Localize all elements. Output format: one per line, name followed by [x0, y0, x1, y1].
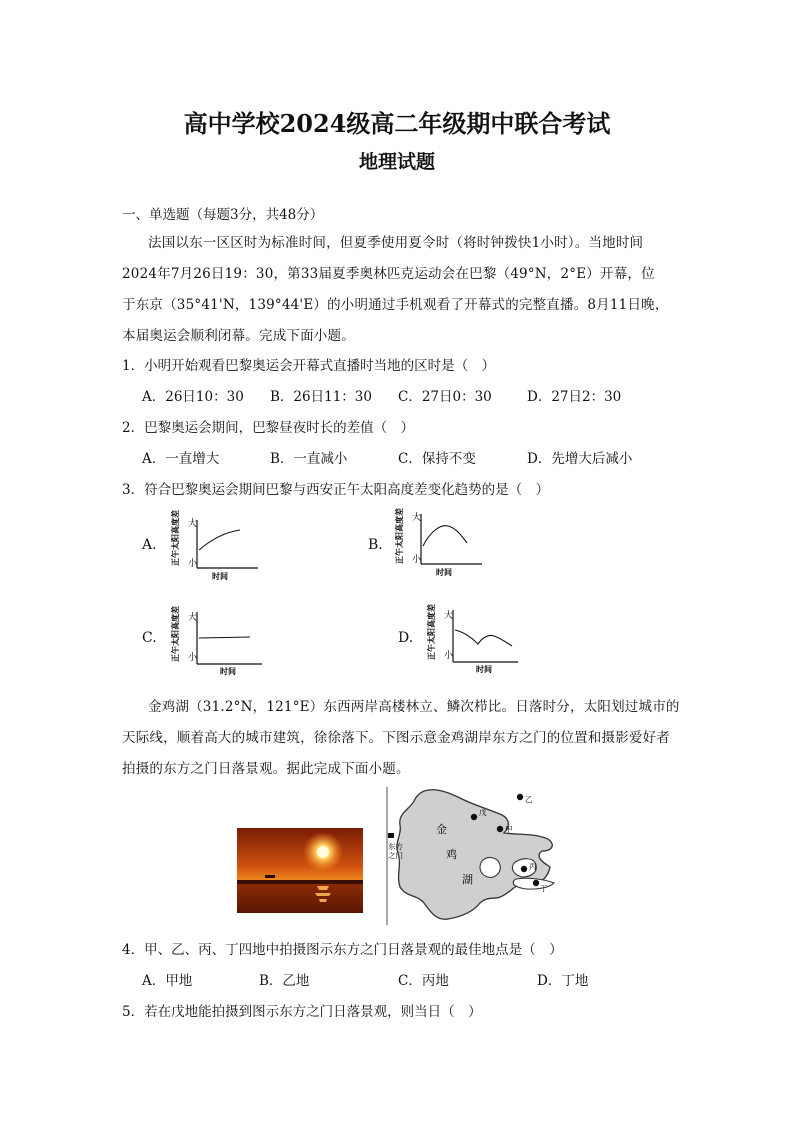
y-axis-label: 正午太阳高度差 — [427, 604, 436, 660]
q4-option-b[interactable]: B．乙地 — [259, 973, 310, 989]
passage2-line: 拍摄的东方之门日落景观。据此完成下面小题。 — [122, 761, 410, 777]
gate-marker — [388, 833, 394, 838]
q1-option-a[interactable]: A．26日10：30 — [142, 389, 244, 405]
gate-label: 之门 — [388, 851, 403, 860]
passage1-line: 2024年7月26日19：30，第33届夏季奥林匹克运动会在巴黎（49°N，2°E）开幕，位 — [122, 266, 655, 282]
q1-option-c[interactable]: C．27日0：30 — [398, 389, 492, 405]
q1-option-b[interactable]: B．26日11：30 — [270, 389, 372, 405]
lake-name: 金 — [436, 823, 447, 836]
q4-option-c[interactable]: C．丙地 — [398, 973, 449, 989]
sunset-photo — [237, 828, 363, 913]
question-2-stem: 2．巴黎奥运会期间，巴黎昼夜时长的差值（ ） — [122, 420, 415, 436]
point-jia — [497, 826, 503, 832]
q2-option-a[interactable]: A．一直增大 — [142, 451, 220, 467]
y-axis-label: 正午太阳高度差 — [171, 510, 180, 566]
q3-option-d-label[interactable]: D. — [398, 630, 414, 646]
big-label: 大 — [188, 519, 198, 529]
trend-curve — [423, 526, 467, 546]
small-label: 小 — [444, 651, 454, 661]
sun — [317, 846, 329, 858]
big-label: 大 — [188, 613, 198, 623]
point-bing-label: 丙 — [529, 862, 537, 871]
question-3-stem: 3．符合巴黎奥运会期间巴黎与西安正午太阳高度差变化趋势的是（ ） — [122, 482, 550, 498]
y-axis-label: 正午太阳高度差 — [171, 606, 180, 662]
question-4-stem: 4．甲、乙、丙、丁四地中拍摄图示东方之门日落景观的最佳地点是（ ） — [122, 942, 563, 958]
point-ding-label: 丁 — [540, 884, 548, 893]
point-wu-label: 戊 — [479, 808, 487, 817]
small-label: 小 — [188, 559, 198, 569]
x-axis-label: 时间 — [220, 667, 236, 676]
lake-name: 湖 — [462, 873, 473, 886]
island-1 — [480, 858, 500, 878]
lake-shape — [397, 790, 552, 920]
y-axis-label: 正午太阳高度差 — [395, 508, 404, 564]
passage2-line: 天际线，顺着高大的城市建筑，徐徐落下。下图示意金鸡湖岸东方之门的位置和摄影爱好者 — [122, 730, 670, 746]
trend-curve — [199, 530, 240, 550]
q1-option-d[interactable]: D．27日2：30 — [527, 389, 622, 405]
gate-label: 东方 — [388, 842, 403, 851]
shoreline — [237, 880, 363, 884]
small-label: 小 — [412, 555, 422, 565]
small-label: 小 — [188, 653, 198, 663]
point-ding — [533, 880, 539, 886]
point-jia-label: 甲 — [505, 825, 513, 834]
big-label: 大 — [412, 513, 422, 523]
q3-option-c-label[interactable]: C. — [142, 630, 157, 646]
trend-curve — [455, 630, 512, 646]
q2-option-d[interactable]: D．先增大后减小 — [527, 451, 633, 467]
passage1-line: 本届奥运会顺利闭幕。完成下面小题。 — [122, 328, 355, 344]
point-wu — [471, 814, 477, 820]
q2-option-b[interactable]: B．一直减小 — [270, 451, 348, 467]
passage2-line: 金鸡湖（31.2°N，121°E）东西两岸高楼林立、鳞次栉比。日落时分，太阳划过城市的 — [148, 699, 680, 715]
question-1-stem: 1．小明开始观看巴黎奥运会开幕式直播时当地的区时是（ ） — [122, 358, 496, 374]
q4-option-d[interactable]: D．丁地 — [537, 973, 589, 989]
sky — [237, 828, 363, 913]
q4-option-a[interactable]: A．甲地 — [142, 973, 193, 989]
x-axis-label: 时间 — [476, 665, 492, 674]
boat — [265, 875, 275, 878]
q3-option-a-label[interactable]: A. — [142, 537, 157, 553]
point-bing — [521, 866, 527, 872]
graph-a[interactable] — [168, 508, 268, 582]
graph-c[interactable] — [168, 600, 268, 676]
subject-title: 地理试题 — [358, 151, 435, 173]
point-yi-label: 乙 — [525, 795, 533, 804]
point-yi — [517, 794, 523, 800]
q3-option-b-label[interactable]: B. — [368, 537, 383, 553]
passage1-line: 法国以东一区区时为标准时间，但夏季使用夏令时（将时钟拨快1小时）。当地时间 — [148, 235, 644, 251]
section-heading: 一、单选题（每题3分，共48分） — [122, 207, 324, 223]
question-5-stem: 5．若在戊地能拍摄到图示东方之门日落景观，则当日（ ） — [122, 1004, 482, 1020]
passage1-line: 于东京（35°41'N，139°44'E）的小明通过手机观看了开幕式的完整直播。8月11日晚， — [122, 297, 669, 313]
big-label: 大 — [444, 611, 454, 621]
trend-line — [199, 637, 250, 638]
jinji-lake-map — [384, 785, 562, 927]
graph-d[interactable] — [424, 598, 524, 674]
q2-option-c[interactable]: C．保持不变 — [398, 451, 476, 467]
graph-b[interactable] — [392, 506, 492, 580]
lake-name: 鸡 — [446, 848, 457, 861]
x-axis-label: 时间 — [436, 568, 452, 577]
x-axis-label: 时间 — [212, 572, 228, 581]
exam-title: 高中学校2024级高二年级期中联合考试 — [183, 109, 611, 138]
